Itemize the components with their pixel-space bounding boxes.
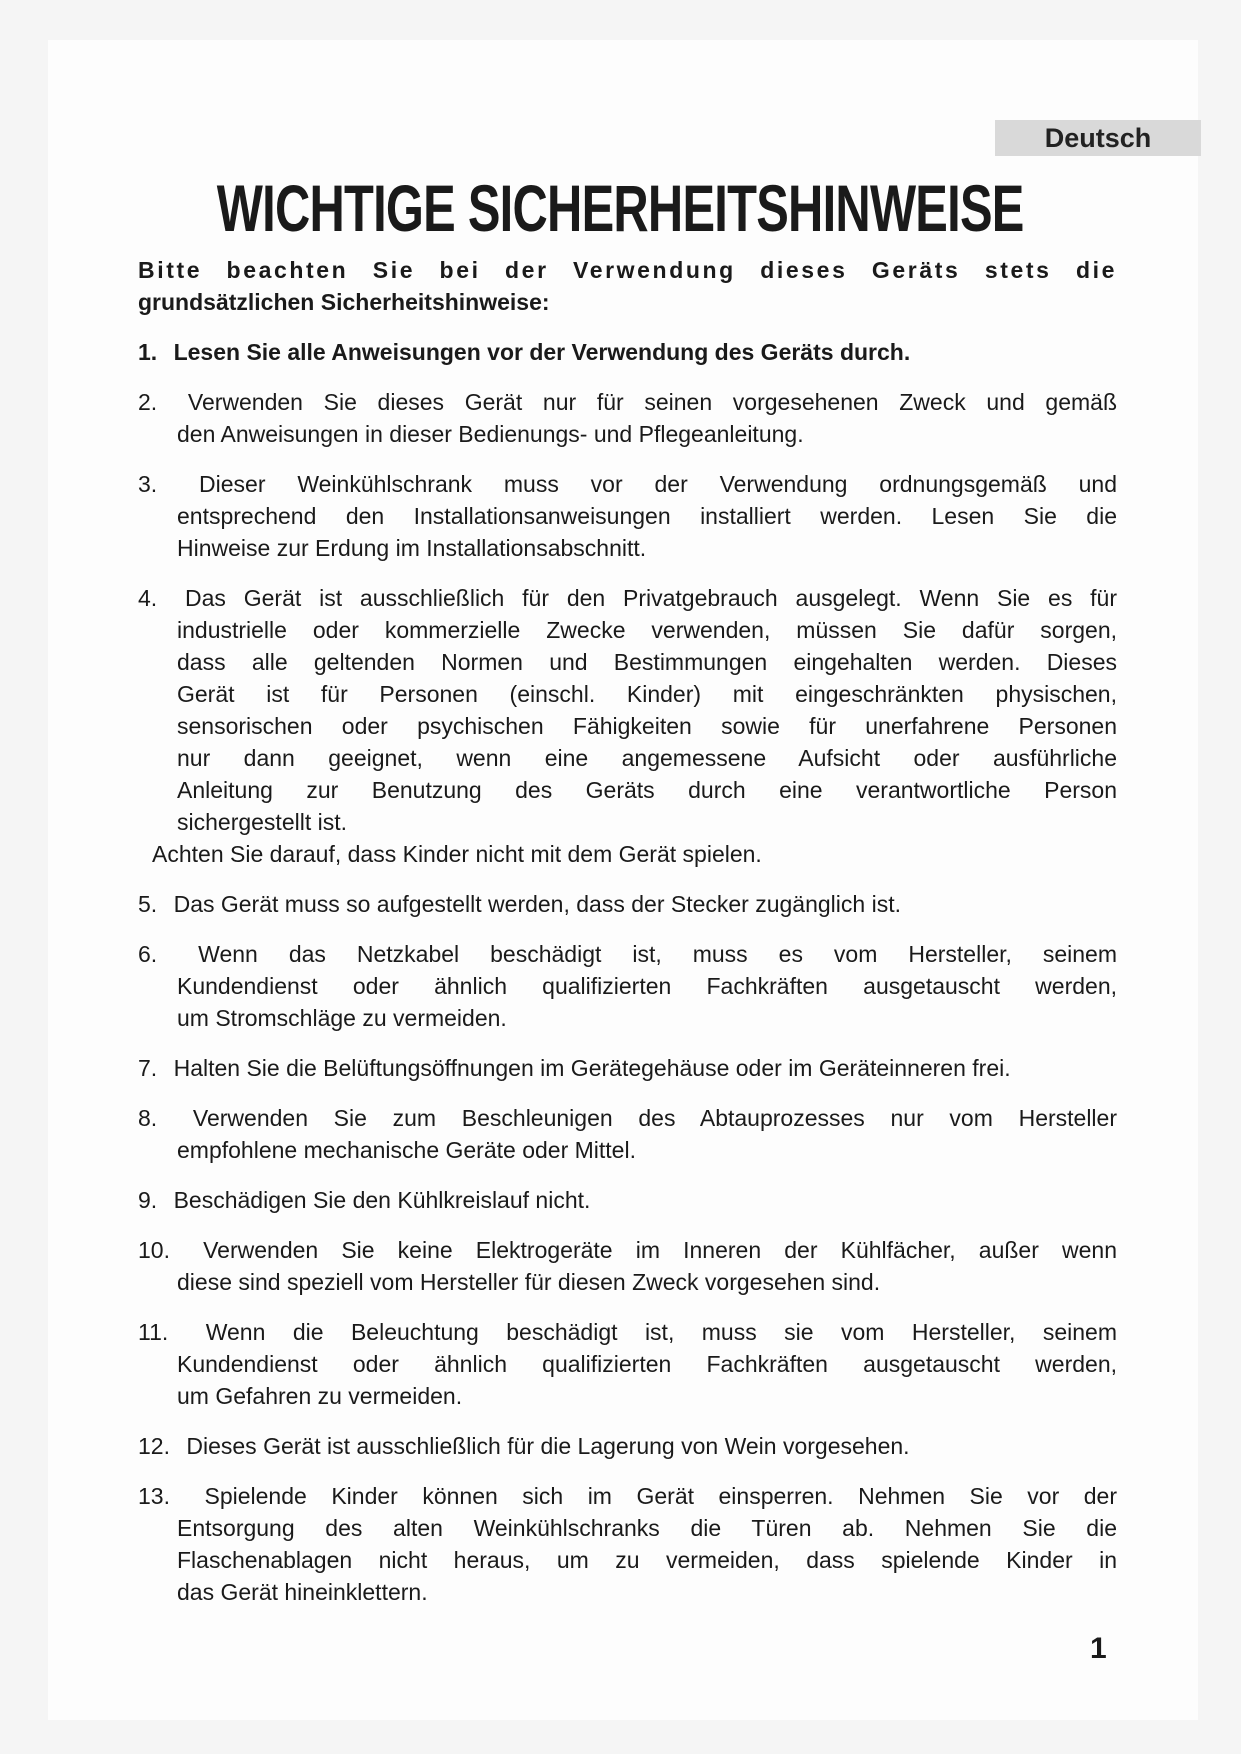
list-item-text: Lesen Sie alle Anweisungen vor der Verwendung des Geräts durch. <box>173 339 911 365</box>
list-item-line: nur dann geeignet, wenn eine angemessene Aufsicht oder ausführliche <box>177 745 1117 771</box>
list-item-line: dass alle geltenden Normen und Bestimmungen eingehalten werden. Dieses <box>177 649 1117 675</box>
list-item-line: sensorischen oder psychischen Fähigkeiten sowie für unerfahrene Personen <box>177 713 1117 739</box>
list-item-line <box>138 336 1117 368</box>
list-item <box>138 1316 1117 1412</box>
list-item-text: Das Gerät muss so aufgestellt werden, dass der Stecker zugänglich ist. <box>173 891 901 917</box>
list-item <box>138 1234 1117 1298</box>
list-item-text: Dieser Weinkühlschrank muss vor der Verwendung ordnungsgemäß und <box>199 471 1117 497</box>
list-item <box>138 1480 1117 1608</box>
intro-line: Bitte beachten Sie bei der Verwendung dieses Geräts stets die <box>138 257 1117 283</box>
list-item-line: industrielle oder kommerzielle Zwecke verwenden, müssen Sie dafür sorgen, <box>177 617 1117 643</box>
list-item-number: 6. <box>138 941 158 967</box>
list-item-text: Beschädigen Sie den Kühlkreislauf nicht. <box>173 1187 591 1213</box>
list-item <box>138 938 1117 1034</box>
list-item-number: 9. <box>138 1187 158 1213</box>
list-item-line: den Anweisungen in dieser Bedienungs- und Pflegeanleitung. <box>177 421 804 447</box>
list-item-line <box>138 1184 1117 1216</box>
list-item <box>138 1184 1117 1216</box>
list-item-number: 12. <box>138 1433 170 1459</box>
list-item-line: Gerät ist für Personen (einschl. Kinder) mit eingeschränkten physischen, <box>177 681 1117 707</box>
list-item-line <box>138 888 1117 920</box>
list-item-note: Achten Sie darauf, dass Kinder nicht mit dem Gerät spielen. <box>152 841 762 867</box>
list-item-line <box>138 1234 1117 1266</box>
list-item-text: Das Gerät ist ausschließlich für den Privatgebrauch ausgelegt. Wenn Sie es für <box>185 585 1117 611</box>
list-item-number: 7. <box>138 1055 158 1081</box>
list-item-line <box>138 1316 1117 1348</box>
list-item-line: entsprechend den Installationsanweisungen installiert werden. Lesen Sie die <box>177 503 1117 529</box>
list-item-line: Kundendienst oder ähnlich qualifizierten Fachkräften ausgetauscht werden, <box>177 973 1117 999</box>
list-item-line <box>138 1480 1117 1512</box>
safety-instructions <box>138 254 1117 1608</box>
intro-text <box>138 254 1117 318</box>
list-item-line: sichergestellt ist. <box>177 809 348 835</box>
list-item-line <box>138 1102 1117 1134</box>
list-item-text: Halten Sie die Belüftungsöffnungen im Gerätegehäuse oder im Geräteinneren frei. <box>173 1055 1011 1081</box>
page-title-text: WICHTIGE SICHERHEITSHINWEISE <box>217 171 1024 245</box>
list-item-line <box>138 468 1117 500</box>
list-item-number: 8. <box>138 1105 158 1131</box>
list-item <box>138 386 1117 450</box>
list-item-line: Hinweise zur Erdung im Installationsabschnitt. <box>177 535 647 561</box>
list-item-number: 11. <box>138 1319 169 1345</box>
list-item-text: Wenn das Netzkabel beschädigt ist, muss es vom Hersteller, seinem <box>198 941 1118 967</box>
list-item-number: 1. <box>138 339 158 365</box>
list-item-line: Anleitung zur Benutzung des Geräts durch eine verantwortliche Person <box>177 777 1117 803</box>
list-item-number: 3. <box>138 471 158 497</box>
list-item-number: 10. <box>138 1237 170 1263</box>
list-item-line: empfohlene mechanische Geräte oder Mittel. <box>177 1137 636 1163</box>
list-item-text: Verwenden Sie zum Beschleunigen des Abtauprozesses nur vom Hersteller <box>192 1105 1117 1131</box>
list-item-number: 2. <box>138 389 158 415</box>
list-item <box>138 336 1117 368</box>
language-tab: Deutsch <box>995 120 1201 156</box>
list-item <box>138 1102 1117 1166</box>
list-item <box>138 468 1117 564</box>
list-item <box>138 1052 1117 1084</box>
list-item-line: Entsorgung des alten Weinkühlschranks die Türen ab. Nehmen Sie die <box>177 1515 1117 1541</box>
list-item-number: 4. <box>138 585 158 611</box>
list-item-number: 5. <box>138 891 158 917</box>
list-item-text: Verwenden Sie dieses Gerät nur für seinen vorgesehenen Zweck und gemäß <box>187 389 1118 415</box>
list-item-line <box>138 1052 1117 1084</box>
intro-line: grundsätzlichen Sicherheitshinweise: <box>138 289 550 315</box>
list-item-line <box>138 1430 1117 1462</box>
list-item-line: um Gefahren zu vermeiden. <box>177 1383 463 1409</box>
list-item-line: Kundendienst oder ähnlich qualifizierten Fachkräften ausgetauscht werden, <box>177 1351 1117 1377</box>
list-item-text: Verwenden Sie keine Elektrogeräte im Inneren der Kühlfächer, außer wenn <box>203 1237 1117 1263</box>
list-item <box>138 1430 1117 1462</box>
list-item-line: Flaschenablagen nicht heraus, um zu vermeiden, dass spielende Kinder in <box>177 1547 1117 1573</box>
list-item-text: Dieses Gerät ist ausschließlich für die Lagerung von Wein vorgesehen. <box>186 1433 910 1459</box>
list-item <box>138 888 1117 920</box>
list-item-line: diese sind speziell vom Hersteller für diesen Zweck vorgesehen sind. <box>177 1269 881 1295</box>
page-title <box>0 172 1241 244</box>
list-item-line <box>138 938 1117 970</box>
list-item-number: 13. <box>138 1483 170 1509</box>
list-item-text: Wenn die Beleuchtung beschädigt ist, muss sie vom Hersteller, seinem <box>205 1319 1117 1345</box>
list-item-line <box>138 582 1117 614</box>
list-item-line: das Gerät hineinklettern. <box>177 1579 428 1605</box>
list-item-line <box>138 386 1117 418</box>
list-item-line: um Stromschläge zu vermeiden. <box>177 1005 507 1031</box>
list-item-text: Spielende Kinder können sich im Gerät einsperren. Nehmen Sie vor der <box>204 1483 1117 1509</box>
list-item <box>138 582 1117 838</box>
page-number: 1 <box>1090 1632 1107 1665</box>
